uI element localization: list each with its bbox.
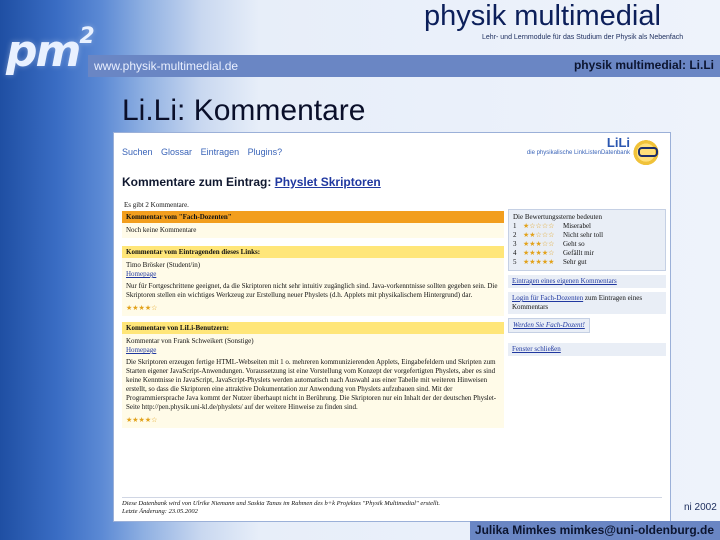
user-comments-header: Kommentare von LiLi-Benutzern: (122, 322, 504, 334)
expert-comment-header: Kommentar vom "Fach-Dozenten" (122, 211, 504, 223)
nav-item-suchen[interactable]: Suchen (122, 147, 153, 157)
rating-row (513, 249, 661, 258)
rating-number: 1 (513, 222, 517, 230)
close-window-block (508, 343, 666, 356)
rating-label: Nicht sehr toll (563, 231, 604, 239)
rating-stars: ★★★★☆ (523, 249, 555, 257)
lili-footer-note (122, 497, 662, 516)
brand-subtitle: Lehr- und Lernmodule für das Studium der Physik als Nebenfach (482, 34, 684, 41)
rating-row (513, 258, 661, 267)
date-tail: ni 2002 (684, 502, 717, 513)
nav-item-eintragen[interactable]: Eintragen (200, 147, 240, 157)
comments-headline (122, 175, 381, 189)
close-window-link[interactable]: Fenster schließen (512, 345, 561, 353)
comment-count: Es gibt 2 Kommentare. (124, 201, 189, 209)
nav-item-plugins[interactable]: Plugins? (247, 147, 283, 157)
lili-logo-subtitle: die physikalische LinkListenDatenbank (526, 150, 630, 156)
footer-bar (470, 521, 720, 540)
owner-rating-stars: ★★★★☆ (126, 304, 158, 312)
rating-number: 5 (513, 258, 517, 266)
owner-comment-header: Kommentar vom Eintragenden dieses Links: (122, 246, 504, 258)
become-expert-button[interactable] (508, 318, 590, 333)
login-block (508, 292, 666, 314)
pm2-logo (6, 26, 93, 77)
sidebar-column (508, 209, 666, 360)
footer-last-change: Letzte Änderung: 23.05.2002 (122, 508, 198, 515)
rating-stars: ★☆☆☆☆ (523, 222, 555, 230)
owner-comment-body (122, 258, 504, 316)
expert-login-link[interactable]: Login für Fach-Dozenten (512, 294, 584, 302)
owner-author: Timo Brösker (Student/in) (126, 261, 201, 269)
expert-comment-body: Noch keine Kommentare (122, 223, 504, 238)
owner-comment-text: Nur für Fortgeschrittene geeignet, da die Skriptoren nicht sehr intuitiv zugänglich sind. Java-vorkenntnisse sollten gegeben sein. Die Skriptoren stellen ein wichtiges Werkzeug zur Erstellung neuer Physlets (d.h. Applets mit physikalischem Hintergrund) dar. (126, 282, 498, 299)
become-expert-link[interactable]: Werden Sie Fach-Dozent! (513, 321, 585, 329)
user-comment-body (122, 334, 504, 428)
logo-superscript: 2 (79, 24, 93, 49)
brand-title: physik multimedial (424, 0, 661, 32)
rating-label: Sehr gut (563, 258, 587, 266)
site-url: www.physik-multimedial.de (94, 59, 239, 73)
rating-label: Geht so (563, 240, 585, 248)
lili-logo-title: LiLi (606, 135, 630, 150)
owner-homepage-link[interactable]: Homepage (126, 270, 157, 278)
header-right-label: physik multimedial: Li.Li (573, 58, 714, 72)
lili-nav (122, 147, 288, 157)
lili-logo (510, 135, 660, 169)
rating-label: Gefällt mir (563, 249, 594, 257)
rating-number: 3 (513, 240, 517, 248)
lili-mascot-icon (632, 135, 660, 167)
login-suffix: zum Eintragen eines Kommentars (512, 294, 643, 311)
header-bar (88, 55, 720, 77)
footer-credits: Diese Datenbank wird von Ulrike Niemann und Saskia Tanas im Rahmen des b+k Projektes "Physik Multimedial" erstellt. (122, 500, 441, 507)
rating-row (513, 222, 661, 231)
rating-legend-title: Die Bewertungssterne bedeuten (513, 213, 603, 221)
footer-author-email: Julika Mimkes mimkes@uni-oldenburg.de (474, 523, 714, 537)
rating-number: 4 (513, 249, 517, 257)
slide-title: Li.Li: Kommentare (122, 94, 366, 127)
headline-prefix: Kommentare zum Eintrag: (122, 175, 272, 189)
user-homepage-link[interactable]: Homepage (126, 346, 157, 354)
comments-column (122, 209, 504, 428)
rating-stars: ★★★☆☆ (523, 240, 555, 248)
entry-link[interactable]: Physlet Skriptoren (274, 175, 381, 189)
rating-stars: ★★★★★ (523, 258, 555, 266)
own-comment-block (508, 275, 666, 288)
rating-legend (508, 209, 666, 271)
rating-number: 2 (513, 231, 517, 239)
lili-screenshot (113, 132, 671, 522)
rating-row (513, 240, 661, 249)
user-rating-stars: ★★★★☆ (126, 416, 158, 424)
user-comment-text: Die Skriptoren erzeugen fertige HTML-Webseiten mit 1 o. mehreren kommunizierenden Applets, Eingabefeldern und Skripten zum Starten eigener JavaScript-Anwendungen. Voraussetzung ist eine Vorstellung vom Konzept der vorgefertigten Physlets, aber es sind keine Kenntnisse in JavaScript, JavaScript-Physlets werden automatisch nach Auswahl aus einer Tabelle mit weiteren Hinweisen erstellt, so dass die Skriptoren eine attraktive Dokumentation zur Anwendung von Physlets aufzubauen sind. Mit der Programmiersprache Java kommt der Nutzer überhaupt nicht in Berührung. Die Skriptoren nur ein Inhalt der der deutschen Physlet-Seite http://pen.physik.uni-kl.de/physlets/ auf der weitere Hinweise zu finden sind. (126, 358, 497, 411)
logo-text: pm (6, 26, 80, 77)
nav-item-glossar[interactable]: Glossar (161, 147, 193, 157)
rating-row (513, 231, 661, 240)
rating-label: Miserabel (563, 222, 591, 230)
user-author: Kommentar von Frank Schweikert (Sonstige) (126, 337, 254, 345)
own-comment-link[interactable]: Eintragen eines eigenen Kommentars (512, 277, 617, 285)
rating-stars: ★★☆☆☆ (523, 231, 555, 239)
